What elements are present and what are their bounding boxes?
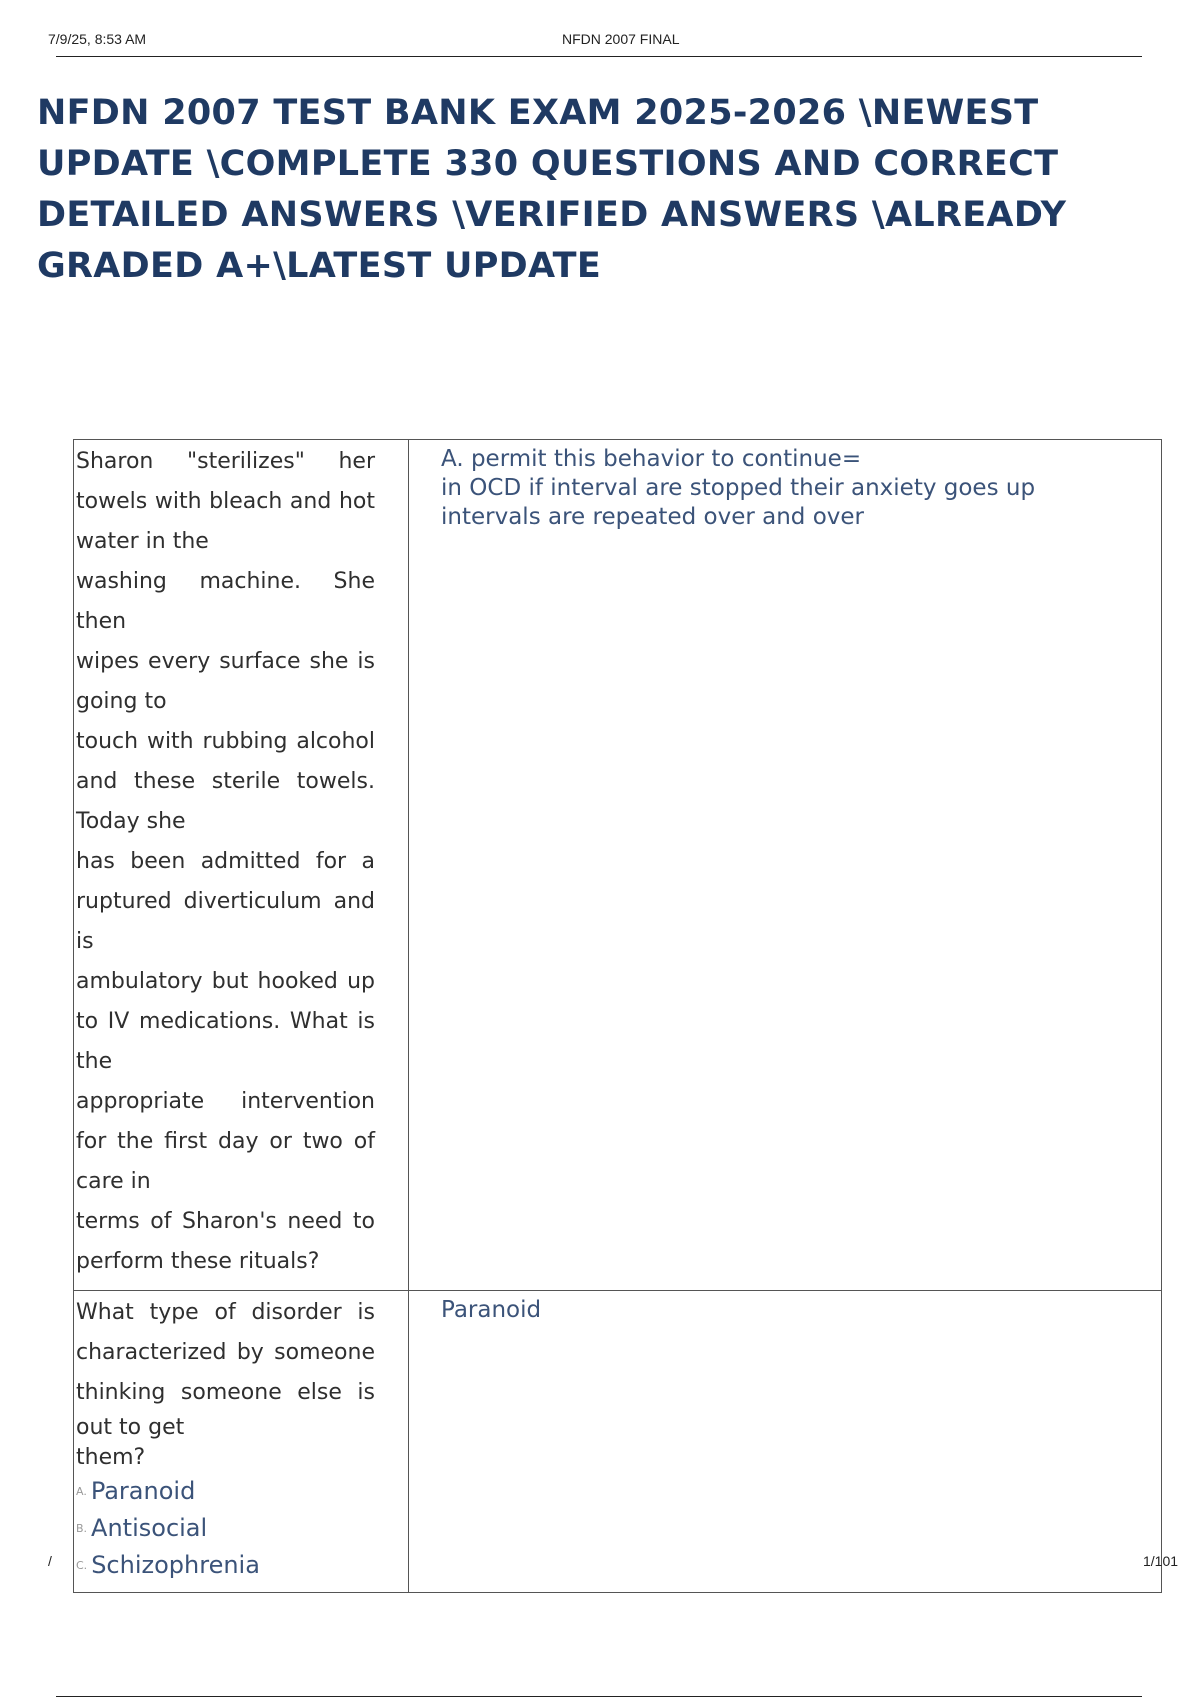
- question-line: to IV medications. What is: [76, 1009, 375, 1034]
- answer-line: in OCD if interval are stopped their anxiety goes up: [441, 475, 1036, 501]
- question-line: washing machine. She then: [76, 569, 375, 634]
- title-line: UPDATE \COMPLETE 330 QUESTIONS AND CORRECT: [37, 144, 1059, 184]
- question-line: characterized by someone: [76, 1340, 375, 1365]
- header-divider: [56, 56, 1142, 57]
- title-line: DETAILED ANSWERS \VERIFIED ANSWERS \ALREADY: [37, 195, 1067, 235]
- answer-cell: [409, 1291, 1162, 1593]
- question-cell: [74, 440, 409, 1291]
- question-line: What type of disorder is: [76, 1300, 375, 1325]
- question-line: care in: [76, 1169, 151, 1194]
- page-title: [37, 88, 1147, 292]
- question-line: water in the: [76, 529, 209, 554]
- question-line: the: [76, 1049, 113, 1074]
- question-text: [74, 1291, 408, 1592]
- question-text: [74, 440, 408, 1290]
- question-line: has been admitted for a: [76, 849, 375, 874]
- question-line: wipes every surface she is: [76, 649, 375, 674]
- footer-url: /: [48, 1553, 52, 1569]
- question-line: appropriate intervention: [76, 1089, 375, 1114]
- question-cell: [74, 1291, 409, 1593]
- question-line: them?: [76, 1445, 146, 1470]
- option-item: [76, 1473, 375, 1510]
- option-item: [76, 1547, 375, 1584]
- question-line: for the first day or two of: [76, 1129, 375, 1154]
- answer-text: [409, 440, 1161, 532]
- answer-line: A. permit this behavior to continue=: [441, 446, 862, 472]
- question-line: out to get: [76, 1415, 185, 1440]
- option-label: Antisocial: [91, 1514, 208, 1542]
- question-line: terms of Sharon's need to: [76, 1209, 375, 1234]
- option-marker: A.: [76, 1485, 87, 1498]
- option-label: Schizophrenia: [91, 1551, 260, 1579]
- question-line: is: [76, 929, 94, 954]
- document-name: NFDN 2007 FINAL: [562, 31, 680, 47]
- table-row: [74, 1291, 1162, 1593]
- qa-table: [73, 439, 1162, 1593]
- answer-cell: [409, 440, 1162, 1291]
- question-line: Sharon "sterilizes" her: [76, 449, 375, 474]
- title-line: NFDN 2007 TEST BANK EXAM 2025-2026 \NEWEST: [37, 93, 1039, 133]
- print-datetime: 7/9/25, 8:53 AM: [48, 31, 147, 47]
- option-item: [76, 1510, 375, 1547]
- option-marker: C.: [76, 1559, 88, 1572]
- answer-options: [76, 1473, 375, 1584]
- question-line: towels with bleach and hot: [76, 489, 375, 514]
- option-label: Paranoid: [90, 1477, 196, 1505]
- question-line: Today she: [76, 809, 186, 834]
- question-line: and these sterile towels.: [76, 769, 375, 794]
- page-number: 1/101: [1143, 1553, 1179, 1569]
- question-line: ruptured diverticulum and: [76, 889, 375, 914]
- option-marker: B.: [76, 1522, 88, 1535]
- title-line: GRADED A+\LATEST UPDATE: [37, 246, 602, 286]
- footer-divider: [56, 1696, 1142, 1697]
- question-line: going to: [76, 689, 167, 714]
- question-line: touch with rubbing alcohol: [76, 729, 375, 754]
- answer-text: [409, 1291, 1161, 1325]
- question-line: ambulatory but hooked up: [76, 969, 375, 994]
- question-line: thinking someone else is: [76, 1380, 375, 1405]
- table-row: [74, 440, 1162, 1291]
- question-line: perform these rituals?: [76, 1249, 320, 1274]
- answer-line: Paranoid: [441, 1297, 542, 1323]
- answer-line: intervals are repeated over and over: [441, 504, 864, 530]
